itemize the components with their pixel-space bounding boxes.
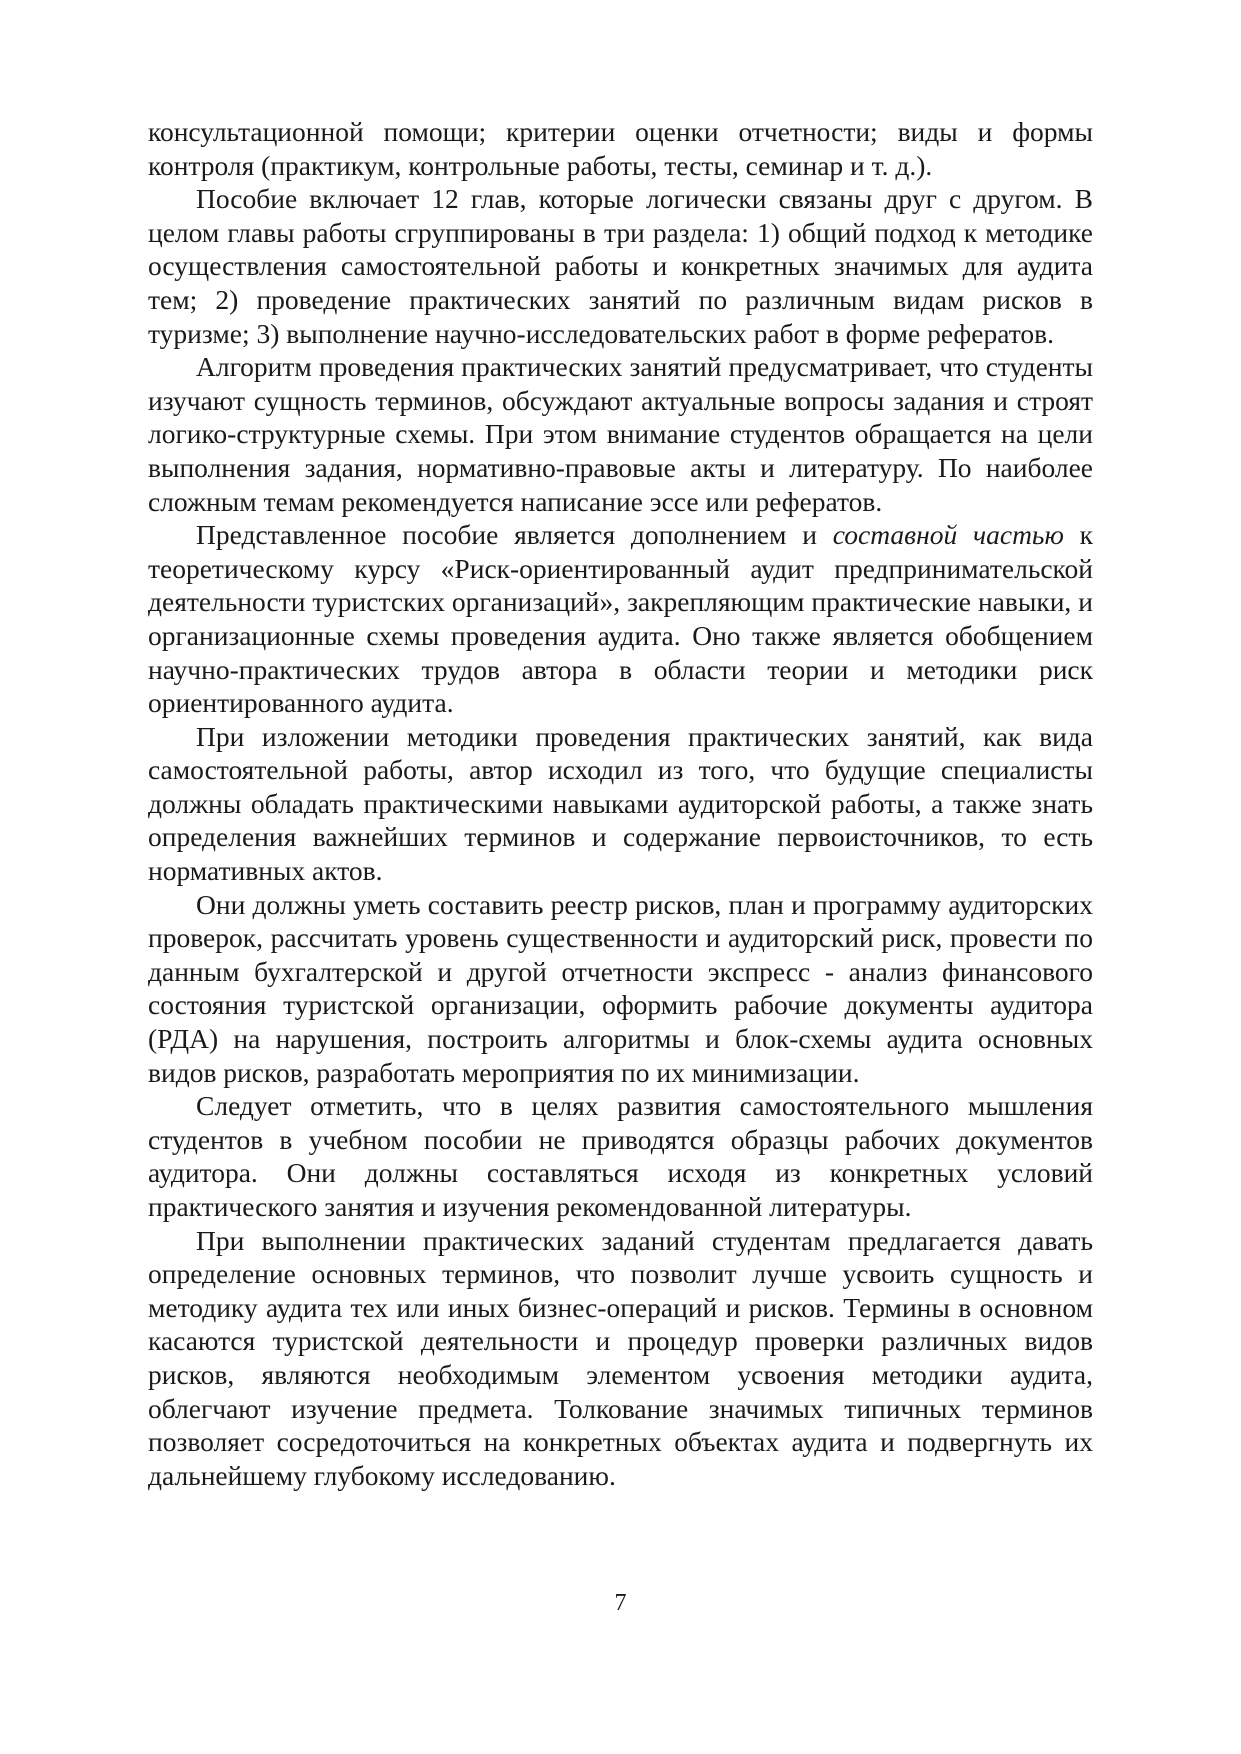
paragraph-8: При выполнении практических заданий студентам предлагается давать определение основных терминов, что позволит лучше усвоить сущность и методику аудита тех или иных бизнес-операций и рисков. Термины в основном касаются туристской деятельности и процедур проверки различных видов рисков, являются необходимым элементом усвоения методики аудита, облегчают изучение предмета. Толкование значимых типичных терминов позволяет сосредоточиться на конкретных объектах аудита и подвергнуть их дальнейшему глубокому исследованию. xyxy=(148,1224,1093,1491)
paragraph-6: Они должны уметь составить реестр рисков, план и программу аудиторских проверок, рассчитать уровень существенности и аудиторский риск, провести по данным бухгалтерской и другой отчетности экспресс - анализ финансового состояния туристской организации, оформить рабочие документы аудитора (РДА) на нарушения, построить алгоритмы и блок-схемы аудита основных видов рисков, разработать мероприятия по их минимизации. xyxy=(148,888,1093,1088)
page-number: 7 xyxy=(614,1590,627,1616)
paragraph-4-before: Представленное пособие является дополнением и xyxy=(196,519,833,551)
paragraph-7: Следует отметить, что в целях развития самостоятельного мышления студентов в учебном пособии не приводятся образцы рабочих документов аудитора. Они должны составляться исходя из конкретных условий практического занятия и изучения рекомендованной литературы. xyxy=(148,1090,1093,1222)
paragraph-5: При изложении методики проведения практических занятий, как вида самостоятельной работы, автор исходил из того, что будущие специалисты должны обладать практическими навыками аудиторской работы, а также знать определения важнейших терминов и содержание первоисточников, то есть нормативных актов. xyxy=(148,720,1093,887)
paragraph-1: консультационной помощи; критерии оценки отчетности; виды и формы контроля (практикум, контрольные работы, тесты, семинар и т. д.). xyxy=(148,116,1093,181)
paragraph-2: Пособие включает 12 глав, которые логически связаны друг с другом. В целом главы работы сгруппированы в три раздела: 1) общий подход к методике осуществления самостоятельной работы и конкретных значимых для аудита тем; 2) проведение практических занятий по различным видам рисков в туризме; 3) выполнение научно-исследовательских работ в форме рефератов. xyxy=(148,183,1093,349)
page-body xyxy=(148,115,1093,1492)
paragraph-4-emphasis: составной частью xyxy=(832,519,1064,551)
paragraph-3: Алгоритм проведения практических занятий предусматривает, что студенты изучают сущность терминов, обсуждают актуальные вопросы задания и строят логико-структурные схемы. При этом внимание студентов обращается на цели выполнения задания, нормативно-правовые акты и литературу. По наиболее сложным темам рекомендуется написание эссе или рефератов. xyxy=(148,351,1093,517)
paragraph-4-after: к теоретическому курсу «Риск-ориентированный аудит предпринимательской деятельности туристских организаций», закрепляющим практические навыки, и организационные схемы проведения аудита. Оно также является обобщением научно-практических трудов автора в области теории и методики риск ориентированного аудита. xyxy=(148,519,1093,719)
paragraph-4 xyxy=(148,518,1093,720)
